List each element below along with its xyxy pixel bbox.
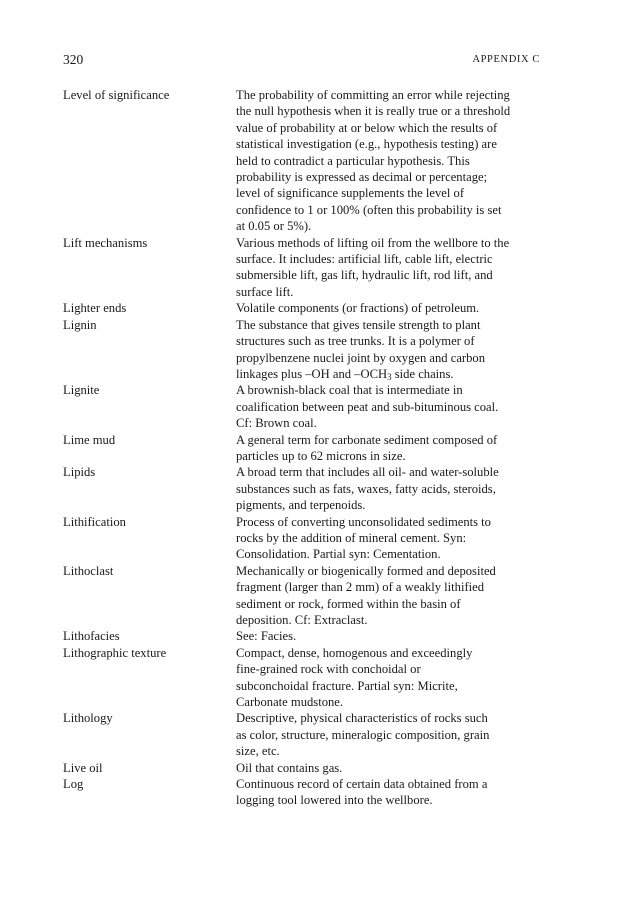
glossary-definition <box>236 464 543 513</box>
definition-line: the null hypothesis when it is really true or a threshold <box>236 104 511 119</box>
glossary-term: Level of significance <box>63 88 170 102</box>
glossary-list <box>63 87 543 809</box>
definition-line-formula <box>236 366 543 382</box>
glossary-term: Lithofacies <box>63 629 120 644</box>
glossary-term: Lime mud <box>63 432 116 447</box>
glossary-definition <box>236 382 543 431</box>
glossary-term: Lignite <box>63 383 100 398</box>
definition-line: A broad term that includes all oil- and water-soluble <box>236 465 499 480</box>
glossary-definition <box>236 628 543 644</box>
definition-line: The substance that gives tensile strength to plant <box>236 317 481 332</box>
definition-line: size, etc. <box>236 744 280 759</box>
glossary-definition <box>236 300 543 316</box>
definition-line: A general term for carbonate sediment composed of <box>236 432 498 447</box>
running-head: APPENDIX C <box>472 54 540 65</box>
glossary-term: Lithographic texture <box>63 645 167 660</box>
definition-line: substances such as fats, waxes, fatty acids, steroids, <box>236 481 496 496</box>
definition-line: fragment (larger than 2 mm) of a weakly lithified <box>236 580 485 595</box>
definition-line: See: Facies. <box>236 629 297 644</box>
glossary-definition <box>236 563 543 629</box>
definition-line: coalification between peat and sub-bituminous coal. <box>236 399 499 414</box>
glossary-entry <box>63 235 543 301</box>
definition-line: particles up to 62 microns in size. <box>236 448 406 463</box>
glossary-entry <box>63 710 543 759</box>
definition-line: rocks by the addition of mineral cement. Syn: <box>236 530 467 545</box>
glossary-entry <box>63 87 543 235</box>
glossary-term: Lignin <box>63 317 97 332</box>
definition-line: as color, structure, mineralogic composition, grain <box>236 727 490 742</box>
definition-line: Various methods of lifting oil from the wellbore to the <box>236 235 510 250</box>
glossary-entry <box>63 432 543 465</box>
glossary-entry <box>63 645 543 711</box>
glossary-term: Lithoclast <box>63 563 114 578</box>
definition-line: Consolidation. Partial syn: Cementation. <box>236 547 441 562</box>
glossary-definition <box>236 514 543 563</box>
definition-line: deposition. Cf: Extraclast. <box>236 613 368 627</box>
page-number: 320 <box>63 52 84 67</box>
definition-line: Compact, dense, homogenous and exceedingly <box>236 645 473 660</box>
definition-line: structures such as tree trunks. It is a polymer of <box>236 334 475 349</box>
glossary-entry <box>63 760 543 776</box>
definition-line: subconchoidal fracture. Partial syn: Micrite, <box>236 678 458 693</box>
definition-line: Descriptive, physical characteristics of rocks such <box>236 711 488 726</box>
definition-line: Process of converting unconsolidated sediments to <box>236 514 491 529</box>
glossary-definition <box>236 87 543 235</box>
glossary-entry <box>63 514 543 563</box>
definition-line: level of significance supplements the level of <box>236 186 465 201</box>
formula-subscript: 3 <box>387 371 392 382</box>
glossary-term: Log <box>63 777 84 792</box>
definition-line: statistical investigation (e.g., hypothesis testing) are <box>236 137 497 152</box>
glossary-definition <box>236 710 543 759</box>
definition-line: value of probability at or below which the results of <box>236 120 498 135</box>
definition-line: fine-grained rock with conchoidal or <box>236 662 421 677</box>
glossary-definition <box>236 645 543 711</box>
glossary-entry <box>63 300 543 316</box>
glossary-definition <box>236 776 543 809</box>
glossary-entry <box>63 776 543 809</box>
definition-line: Mechanically or biogenically formed and deposited <box>236 563 496 578</box>
definition-line: logging tool lowered into the wellbore. <box>236 793 433 808</box>
definition-line: surface. It includes: artificial lift, cable lift, electric <box>236 252 493 267</box>
formula-text-after: side chains. <box>391 366 454 381</box>
glossary-definition <box>236 432 543 465</box>
glossary-entry <box>63 628 543 644</box>
definition-line: sediment or rock, formed within the basin of <box>236 596 461 611</box>
formula-text-before: linkages plus –OH and –OCH <box>236 366 388 381</box>
definition-line: pigments, and terpenoids. <box>236 498 366 513</box>
glossary-term: Lithification <box>63 514 126 529</box>
glossary-entry <box>63 382 543 431</box>
glossary-term: Live oil <box>63 760 103 775</box>
glossary-term: Lipids <box>63 465 96 480</box>
definition-line: A brownish-black coal that is intermediate in <box>236 383 463 398</box>
glossary-term: Lithology <box>63 711 113 726</box>
definition-line: Continuous record of certain data obtained from a <box>236 777 488 792</box>
glossary-term: Lighter ends <box>63 301 127 316</box>
definition-line: Oil that contains gas. <box>236 760 343 775</box>
glossary-entry <box>63 563 543 629</box>
glossary-definition <box>236 235 543 301</box>
definition-line: Volatile components (or fractions) of petroleum. <box>236 301 480 316</box>
definition-line: confidence to 1 or 100% (often this probability is set <box>236 202 502 217</box>
definition-line: submersible lift, gas lift, hydraulic lift, rod lift, and <box>236 268 493 283</box>
definition-line: probability is expressed as decimal or percentage; <box>236 170 488 185</box>
glossary-definition <box>236 760 543 776</box>
glossary-entry <box>63 317 543 383</box>
definition-line: surface lift. <box>236 284 294 299</box>
glossary-entry <box>63 464 543 513</box>
glossary-definition <box>236 317 543 383</box>
definition-line: propylbenzene nuclei joint by oxygen and carbon <box>236 350 485 365</box>
definition-line: Carbonate mudstone. <box>236 695 344 710</box>
definition-line: at 0.05 or 5%). <box>236 219 312 234</box>
glossary-term: Lift mechanisms <box>63 235 148 250</box>
definition-line: Cf: Brown coal. <box>236 416 317 431</box>
definition-line: The probability of committing an error while rejecting <box>236 88 510 102</box>
definition-line: held to contradict a particular hypothesis. This <box>236 153 470 168</box>
